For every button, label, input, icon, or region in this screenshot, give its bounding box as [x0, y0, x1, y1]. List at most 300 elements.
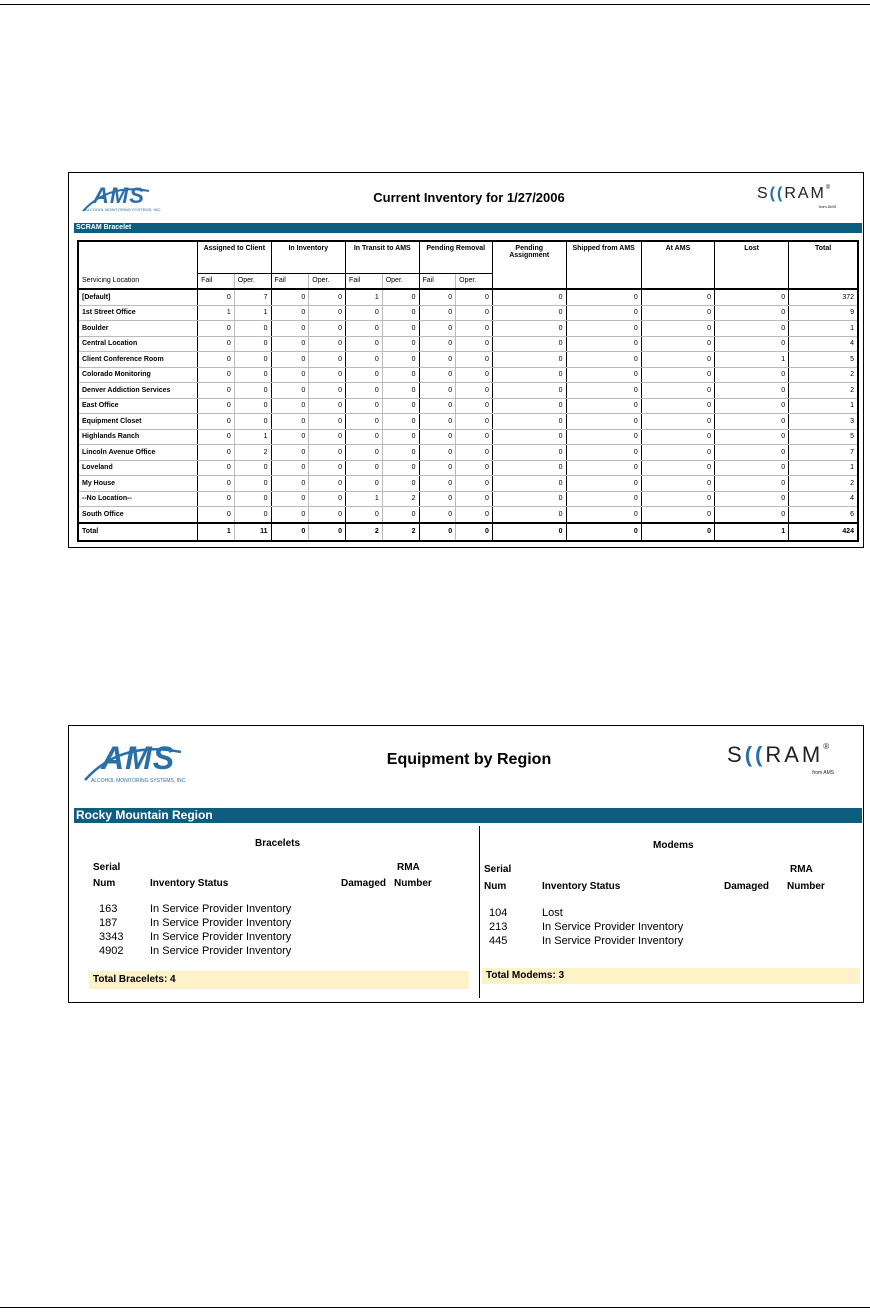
value-cell: 0 [234, 414, 271, 430]
value-cell: 0 [566, 321, 641, 337]
modems-col-serial: Serial [484, 864, 512, 875]
location-cell: My House [78, 476, 198, 492]
subheader-oper: Oper. [309, 273, 346, 289]
value-cell: 0 [492, 383, 566, 399]
value-cell: 0 [419, 491, 456, 507]
region-divider [479, 826, 480, 998]
inventory-status: In Service Provider Inventory [150, 917, 292, 929]
value-cell: 2 [789, 367, 858, 383]
table-row [78, 321, 858, 337]
modems-heading: Modems [653, 840, 694, 851]
value-cell: 0 [492, 336, 566, 352]
serial-number: 163 [99, 903, 118, 915]
location-cell: Equipment Closet [78, 414, 198, 430]
modems-col-status: Inventory Status [542, 881, 621, 892]
table-row [78, 429, 858, 445]
value-cell: 7 [789, 445, 858, 461]
value-cell: 0 [492, 491, 566, 507]
value-cell: 0 [641, 383, 714, 399]
value-cell: 5 [789, 352, 858, 368]
location-cell: Colorado Monitoring [78, 367, 198, 383]
inventory-table [77, 240, 859, 542]
value-cell: 0 [346, 414, 383, 430]
value-cell: 0 [641, 429, 714, 445]
inventory-status: In Service Provider Inventory [150, 931, 292, 943]
value-cell: 0 [382, 476, 419, 492]
total-cell: 0 [492, 523, 566, 541]
value-cell: 5 [789, 429, 858, 445]
value-cell: 0 [641, 289, 714, 305]
total-label: Total [82, 528, 99, 535]
value-cell: 0 [234, 352, 271, 368]
total-cell: 2 [346, 523, 383, 541]
value-cell: 0 [346, 460, 383, 476]
value-cell: 0 [346, 321, 383, 337]
value-cell: 7 [234, 289, 271, 305]
value-cell: 0 [715, 507, 789, 523]
value-cell: 0 [419, 367, 456, 383]
value-cell: 0 [309, 445, 346, 461]
total-row [78, 523, 858, 541]
modems-total: Total Modems: 3 [482, 968, 860, 984]
value-cell: 0 [271, 383, 309, 399]
header-servicing-location: Servicing Location [82, 277, 140, 284]
total-cell: 0 [419, 523, 456, 541]
value-cell: 0 [346, 476, 383, 492]
inventory-status: In Service Provider Inventory [542, 935, 684, 947]
ams-logo-text: AMS [93, 183, 145, 208]
value-cell: 0 [715, 383, 789, 399]
value-cell: 0 [641, 414, 714, 430]
value-cell: 0 [492, 321, 566, 337]
value-cell: 0 [456, 476, 493, 492]
bracelets-col-num: Num [93, 878, 116, 889]
serial-number: 3343 [99, 931, 124, 943]
value-cell: 0 [346, 352, 383, 368]
modems-col-num: Num [484, 881, 507, 892]
inventory-title: Current Inventory for 1/27/2006 [373, 190, 565, 205]
value-cell: 0 [382, 383, 419, 399]
serial-number: 104 [489, 907, 508, 919]
value-cell: 0 [492, 352, 566, 368]
total-cell: 0 [641, 523, 714, 541]
bracelets-total: Total Bracelets: 4 [89, 971, 469, 989]
value-cell: 0 [198, 414, 235, 430]
bottom-rule [0, 1307, 870, 1308]
value-cell: 0 [566, 336, 641, 352]
value-cell: 0 [346, 398, 383, 414]
value-cell: 0 [492, 398, 566, 414]
value-cell: 0 [382, 398, 419, 414]
value-cell: 0 [419, 460, 456, 476]
value-cell: 0 [198, 321, 235, 337]
value-cell: 0 [346, 367, 383, 383]
scram-from-ams: from AMS [818, 204, 837, 209]
value-cell: 0 [346, 445, 383, 461]
location-cell: --No Location-- [78, 491, 198, 507]
value-cell: 0 [566, 289, 641, 305]
scram-from-ams: from AMS [812, 770, 835, 776]
total-cell: 424 [789, 523, 858, 541]
total-cell: 0 [309, 523, 346, 541]
value-cell: 0 [715, 321, 789, 337]
value-cell: 1 [234, 429, 271, 445]
value-cell: 0 [456, 352, 493, 368]
value-cell: 0 [419, 507, 456, 523]
value-cell: 0 [234, 321, 271, 337]
value-cell: 0 [198, 383, 235, 399]
value-cell: 0 [309, 414, 346, 430]
location-cell: Lincoln Avenue Office [78, 445, 198, 461]
value-cell: 0 [715, 491, 789, 507]
value-cell: 0 [566, 460, 641, 476]
scram-registered: ® [823, 742, 833, 751]
value-cell: 0 [271, 367, 309, 383]
location-cell: Denver Addiction Services [78, 383, 198, 399]
ams-logo-subtitle: ALCOHOL MONITORING SYSTEMS, INC. [85, 207, 162, 212]
value-cell: 0 [234, 491, 271, 507]
serial-number: 187 [99, 917, 118, 929]
header-assigned: Assigned to Client [198, 241, 271, 273]
value-cell: 0 [309, 321, 346, 337]
header-total: Total [789, 241, 858, 289]
value-cell: 0 [566, 367, 641, 383]
value-cell: 0 [456, 336, 493, 352]
scram-bracket-icon: (( [769, 185, 785, 202]
value-cell: 0 [382, 507, 419, 523]
value-cell: 0 [271, 336, 309, 352]
value-cell: 0 [456, 398, 493, 414]
bracelets-col-rma: RMA [397, 862, 420, 873]
value-cell: 0 [309, 507, 346, 523]
value-cell: 0 [198, 445, 235, 461]
value-cell: 0 [641, 476, 714, 492]
total-cell: 11 [234, 523, 271, 541]
location-cell: Highlands Ranch [78, 429, 198, 445]
value-cell: 0 [309, 383, 346, 399]
header-at-ams: At AMS [641, 241, 714, 289]
value-cell: 0 [456, 321, 493, 337]
value-cell: 0 [309, 289, 346, 305]
subheader-oper: Oper. [456, 273, 493, 289]
location-cell: Central Location [78, 336, 198, 352]
value-cell: 0 [492, 414, 566, 430]
table-row [78, 507, 858, 523]
value-cell: 0 [271, 507, 309, 523]
location-cell: [Default] [78, 289, 198, 305]
modems-col-damaged: Damaged [724, 881, 770, 892]
value-cell: 0 [456, 289, 493, 305]
value-cell: 0 [715, 414, 789, 430]
value-cell: 0 [715, 429, 789, 445]
value-cell: 0 [641, 507, 714, 523]
value-cell: 0 [382, 429, 419, 445]
value-cell: 2 [789, 383, 858, 399]
section-bar: SCRAM Bracelet [74, 223, 862, 233]
table-row [78, 336, 858, 352]
value-cell: 0 [198, 352, 235, 368]
value-cell: 0 [566, 429, 641, 445]
value-cell: 0 [198, 429, 235, 445]
value-cell: 0 [271, 352, 309, 368]
value-cell: 0 [566, 398, 641, 414]
value-cell: 2 [234, 445, 271, 461]
value-cell: 1 [789, 460, 858, 476]
value-cell: 0 [234, 507, 271, 523]
value-cell: 0 [566, 476, 641, 492]
value-cell: 0 [566, 414, 641, 430]
ams-logo-text: AMS [101, 740, 176, 776]
value-cell: 0 [271, 460, 309, 476]
inventory-report [68, 172, 864, 548]
value-cell: 0 [566, 445, 641, 461]
table-row [78, 305, 858, 321]
value-cell: 372 [789, 289, 858, 305]
value-cell: 0 [456, 367, 493, 383]
value-cell: 0 [346, 429, 383, 445]
bracelets-col-status: Inventory Status [150, 878, 229, 889]
value-cell: 0 [198, 367, 235, 383]
value-cell: 0 [309, 352, 346, 368]
value-cell: 0 [456, 305, 493, 321]
value-cell: 0 [198, 336, 235, 352]
value-cell: 0 [566, 491, 641, 507]
value-cell: 0 [234, 336, 271, 352]
value-cell: 0 [419, 336, 456, 352]
header-lost: Lost [715, 241, 789, 289]
value-cell: 0 [346, 507, 383, 523]
value-cell: 1 [346, 289, 383, 305]
scram-registered: ® [825, 185, 833, 191]
value-cell: 0 [715, 476, 789, 492]
value-cell: 0 [271, 429, 309, 445]
value-cell: 0 [382, 445, 419, 461]
value-cell: 0 [492, 429, 566, 445]
value-cell: 0 [492, 367, 566, 383]
top-rule [0, 4, 870, 5]
subheader-fail: Fail [198, 273, 235, 289]
value-cell: 0 [382, 321, 419, 337]
value-cell: 0 [271, 414, 309, 430]
location-cell: East Office [78, 398, 198, 414]
inventory-body [78, 289, 858, 523]
value-cell: 4 [789, 491, 858, 507]
value-cell: 0 [309, 460, 346, 476]
value-cell: 0 [271, 321, 309, 337]
value-cell: 0 [234, 476, 271, 492]
scram-logo [757, 185, 837, 209]
bracelets-col-damaged: Damaged [341, 878, 387, 889]
value-cell: 0 [309, 367, 346, 383]
table-row [78, 445, 858, 461]
value-cell: 0 [271, 289, 309, 305]
location-cell: Client Conference Room [78, 352, 198, 368]
value-cell: 0 [715, 445, 789, 461]
location-cell: 1st Street Office [78, 305, 198, 321]
table-row [78, 491, 858, 507]
value-cell: 0 [456, 491, 493, 507]
value-cell: 0 [419, 352, 456, 368]
total-cell: 0 [566, 523, 641, 541]
value-cell: 0 [234, 398, 271, 414]
table-row [78, 352, 858, 368]
value-cell: 0 [234, 367, 271, 383]
value-cell: 0 [419, 321, 456, 337]
table-row [78, 414, 858, 430]
value-cell: 0 [382, 352, 419, 368]
table-row [78, 460, 858, 476]
value-cell: 0 [641, 445, 714, 461]
value-cell: 0 [271, 445, 309, 461]
value-cell: 0 [492, 445, 566, 461]
value-cell: 0 [198, 507, 235, 523]
bracelets-heading: Bracelets [255, 838, 301, 849]
serial-number: 445 [489, 935, 508, 947]
value-cell: 0 [456, 429, 493, 445]
value-cell: 0 [309, 336, 346, 352]
inventory-status: In Service Provider Inventory [542, 921, 684, 933]
value-cell: 0 [309, 398, 346, 414]
value-cell: 0 [641, 321, 714, 337]
scram-s: S [727, 742, 745, 767]
value-cell: 0 [382, 336, 419, 352]
value-cell: 0 [492, 460, 566, 476]
value-cell: 0 [309, 429, 346, 445]
value-cell: 0 [566, 507, 641, 523]
value-cell: 0 [419, 305, 456, 321]
value-cell: 0 [456, 383, 493, 399]
scram-ram: RAM [784, 185, 826, 202]
value-cell: 1 [789, 321, 858, 337]
inventory-status: In Service Provider Inventory [150, 903, 292, 915]
table-row [78, 289, 858, 305]
table-row [78, 398, 858, 414]
scram-bracket-icon: (( [744, 742, 766, 767]
subheader-fail: Fail [346, 273, 383, 289]
value-cell: 0 [715, 336, 789, 352]
bracelets-col-serial: Serial [93, 862, 121, 873]
table-row [78, 476, 858, 492]
value-cell: 0 [715, 305, 789, 321]
value-cell: 0 [715, 398, 789, 414]
value-cell: 1 [198, 305, 235, 321]
location-cell: Loveland [78, 460, 198, 476]
value-cell: 0 [492, 507, 566, 523]
value-cell: 0 [456, 445, 493, 461]
value-cell: 0 [234, 460, 271, 476]
value-cell: 0 [271, 491, 309, 507]
value-cell: 1 [789, 398, 858, 414]
serial-number: 213 [489, 921, 508, 933]
value-cell: 0 [198, 476, 235, 492]
value-cell: 0 [419, 414, 456, 430]
header-in-transit: In Transit to AMS [346, 241, 419, 273]
table-row [78, 367, 858, 383]
value-cell: 0 [198, 491, 235, 507]
value-cell: 0 [456, 460, 493, 476]
serial-number: 4902 [99, 945, 124, 957]
value-cell: 0 [641, 398, 714, 414]
value-cell: 0 [715, 367, 789, 383]
inventory-status: In Service Provider Inventory [150, 945, 292, 957]
value-cell: 9 [789, 305, 858, 321]
value-cell: 0 [419, 476, 456, 492]
subheader-fail: Fail [419, 273, 456, 289]
value-cell: 0 [198, 398, 235, 414]
value-cell: 4 [789, 336, 858, 352]
value-cell: 0 [419, 398, 456, 414]
value-cell: 1 [715, 352, 789, 368]
location-cell: South Office [78, 507, 198, 523]
value-cell: 1 [346, 491, 383, 507]
subheader-oper: Oper. [382, 273, 419, 289]
total-cell: 1 [198, 523, 235, 541]
value-cell: 0 [419, 289, 456, 305]
total-cell: 0 [456, 523, 493, 541]
value-cell: 0 [234, 383, 271, 399]
value-cell: 0 [641, 460, 714, 476]
value-cell: 0 [382, 305, 419, 321]
value-cell: 0 [566, 383, 641, 399]
inventory-status: Lost [542, 907, 563, 919]
value-cell: 0 [456, 507, 493, 523]
value-cell: 2 [382, 491, 419, 507]
value-cell: 0 [309, 305, 346, 321]
value-cell: 0 [346, 305, 383, 321]
value-cell: 0 [309, 476, 346, 492]
value-cell: 0 [309, 491, 346, 507]
value-cell: 0 [566, 352, 641, 368]
value-cell: 0 [715, 460, 789, 476]
value-cell: 0 [492, 289, 566, 305]
value-cell: 3 [789, 414, 858, 430]
value-cell: 0 [198, 289, 235, 305]
total-cell: 1 [715, 523, 789, 541]
value-cell: 0 [492, 305, 566, 321]
value-cell: 0 [271, 398, 309, 414]
subheader-oper: Oper. [234, 273, 271, 289]
value-cell: 0 [419, 429, 456, 445]
value-cell: 0 [419, 445, 456, 461]
scram-logo [727, 742, 835, 776]
value-cell: 0 [271, 305, 309, 321]
value-cell: 0 [382, 367, 419, 383]
header-pending-removal: Pending Removal [419, 241, 492, 273]
value-cell: 6 [789, 507, 858, 523]
header-pending-assignment: Pending Assignment [492, 241, 566, 289]
header-in-inventory: In Inventory [271, 241, 346, 273]
ams-logo-subtitle: ALCOHOL MONITORING SYSTEMS, INC. [91, 778, 187, 784]
scram-ram: RAM [765, 742, 824, 767]
value-cell: 0 [641, 336, 714, 352]
header-shipped: Shipped from AMS [566, 241, 641, 289]
value-cell: 0 [346, 383, 383, 399]
value-cell: 0 [641, 367, 714, 383]
value-cell: 0 [492, 476, 566, 492]
modems-col-rma: RMA [790, 864, 813, 875]
equipment-title: Equipment by Region [386, 751, 552, 768]
value-cell: 1 [234, 305, 271, 321]
scram-s: S [757, 185, 770, 202]
value-cell: 2 [789, 476, 858, 492]
value-cell: 0 [641, 352, 714, 368]
bracelets-col-number: Number [394, 878, 432, 889]
value-cell: 0 [382, 414, 419, 430]
total-cell: 0 [271, 523, 309, 541]
total-cell: 2 [382, 523, 419, 541]
subheader-fail: Fail [271, 273, 309, 289]
value-cell: 0 [271, 476, 309, 492]
